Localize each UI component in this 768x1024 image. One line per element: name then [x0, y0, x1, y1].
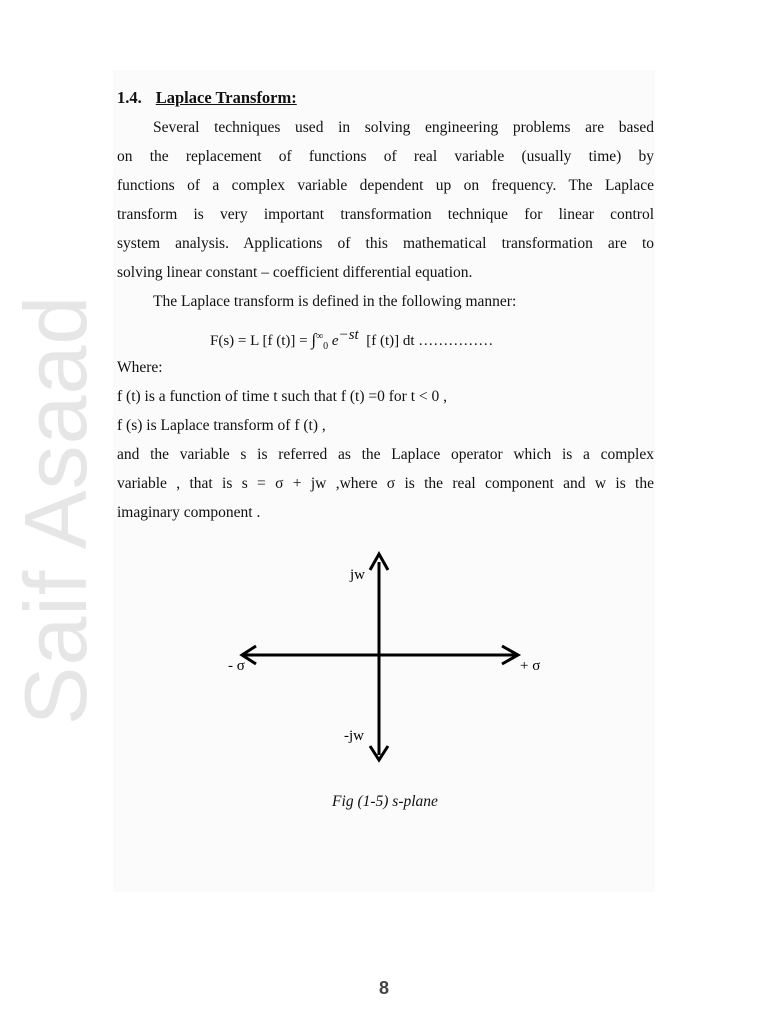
label-jw: jw — [350, 567, 365, 583]
paragraph-line: Several techniques used in solving engineering problems are based — [153, 119, 654, 136]
paragraph-line: transform is very important transformation technique for linear control — [117, 206, 654, 223]
paragraph-line: functions of a complex variable dependent up on frequency. The Laplace — [117, 177, 654, 194]
integral-sign: ∫ — [311, 330, 317, 349]
laplace-formula — [210, 327, 493, 352]
page-number: 8 — [378, 978, 389, 998]
paragraph-line: on the replacement of functions of real variable (usually time) by — [117, 148, 654, 165]
formula-rhs: [f (t)] dt …………… — [366, 333, 494, 349]
label-neg-sigma: - σ — [228, 658, 245, 674]
label-neg-jw: -jw — [344, 728, 364, 744]
section-heading — [117, 88, 297, 108]
integral-upper-limit: ∞ — [316, 331, 324, 342]
where-label: Where: — [117, 359, 163, 376]
figure-caption — [0, 793, 768, 811]
section-number: 1.4. — [117, 88, 142, 107]
paragraph-line: system analysis. Applications of this mathematical transformation are to — [117, 235, 654, 252]
definition-line: variable , that is s = σ + jw ,where σ is the real component and w is the — [117, 475, 654, 492]
formula-lhs: F(s) = L [f (t)] = — [210, 333, 312, 349]
definition-line: f (t) is a function of time t such that f (t) =0 for t < 0 , — [117, 388, 447, 405]
integral-lower-limit: 0 — [323, 341, 329, 352]
formula-exponent: −st — [338, 327, 359, 343]
definition-line: f (s) is Laplace transform of f (t) , — [117, 417, 326, 434]
formula-kernel: e — [331, 333, 339, 349]
watermark: Saif Asaad — [6, 294, 105, 726]
definition-line: and the variable s is referred as the Laplace operator which is a complex — [117, 446, 654, 463]
definition-line: imaginary component . — [117, 504, 261, 521]
figure-caption-text: Fig (1-5) s-plane — [332, 793, 438, 810]
s-plane-diagram — [220, 548, 560, 768]
paragraph-line: solving linear constant – coefficient differential equation. — [117, 264, 473, 281]
intro-line: The Laplace transform is defined in the following manner: — [153, 293, 517, 310]
section-title: Laplace Transform: — [155, 88, 297, 107]
label-pos-sigma: + σ — [520, 658, 541, 674]
